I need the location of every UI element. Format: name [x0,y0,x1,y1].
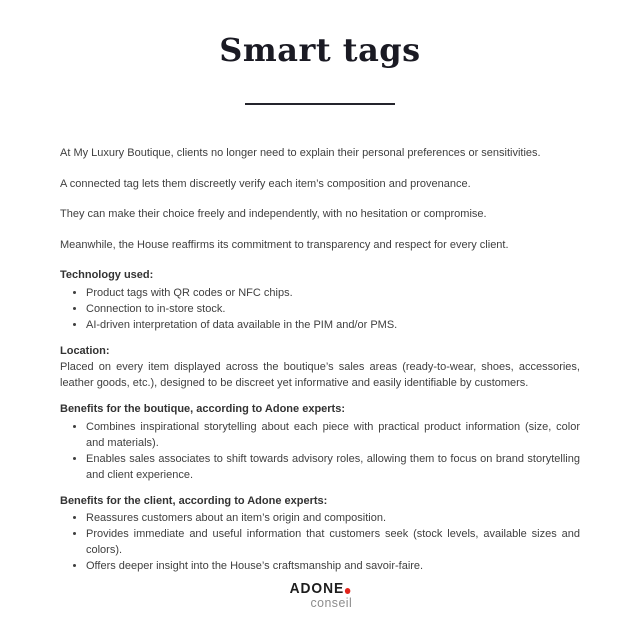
section-benefits-boutique [60,402,580,483]
section-location [60,344,580,392]
bullet-item: • Combines inspirational storytelling about each piece with practical product information (size, color and materials). [86,419,580,451]
section-heading: Technology used: [60,269,154,281]
bullet-list [60,419,580,483]
brand-subtitle: conseil [310,595,353,610]
intro-paragraphs [60,146,580,253]
brand-dot-icon [345,588,351,594]
bullet-list [60,285,580,333]
intro-paragraph: At My Luxury Boutique, clients no longer need to explain their personal preferences or sensitivities. [60,147,541,159]
bullet-list [60,510,580,574]
bullet-item: • Reassures customers about an item’s origin and composition. [86,510,580,526]
page-title: Smart tags [219,31,421,69]
section-heading: Benefits for the boutique, according to Adone experts: [60,403,346,415]
section-heading: Benefits for the client, according to Adone experts: [60,494,328,507]
section-heading: Location: [60,344,110,357]
intro-paragraph: They can make their choice freely and independently, with no hesitation or compromise. [60,208,487,220]
brand-name-text: ADONE [289,580,344,597]
adone-conseil-logo [0,580,640,612]
location-body: Placed on every item displayed across the boutique’s sales areas (ready-to-wear, shoes, accessories, leather goods, etc.), designed to be discreet yet informative and easily identifiable by customers. [60,361,580,389]
bullet-item: • Connection to in-store stock. [86,301,580,317]
bullet-item: • Offers deeper insight into the House’s craftsmanship and savoir-faire. [86,558,580,574]
section-technology [60,268,580,333]
section-benefits-client [60,494,580,575]
bullet-item: • Enables sales associates to shift towards advisory roles, allowing them to focus on brand storytelling and client experience. [86,451,580,483]
bullet-item: • Product tags with QR codes or NFC chips. [86,285,580,301]
bullet-item: • AI-driven interpretation of data available in the PIM and/or PMS. [86,317,580,333]
document-content [0,105,640,574]
intro-paragraph: Meanwhile, the House reaffirms its commitment to transparency and respect for every client. [60,238,509,251]
intro-paragraph: A connected tag lets them discreetly verify each item’s composition and provenance. [60,177,471,190]
logo-inner [287,580,353,610]
bullet-item: • Provides immediate and useful information that customers seek (stock levels, available sizes and colors). [86,526,580,558]
